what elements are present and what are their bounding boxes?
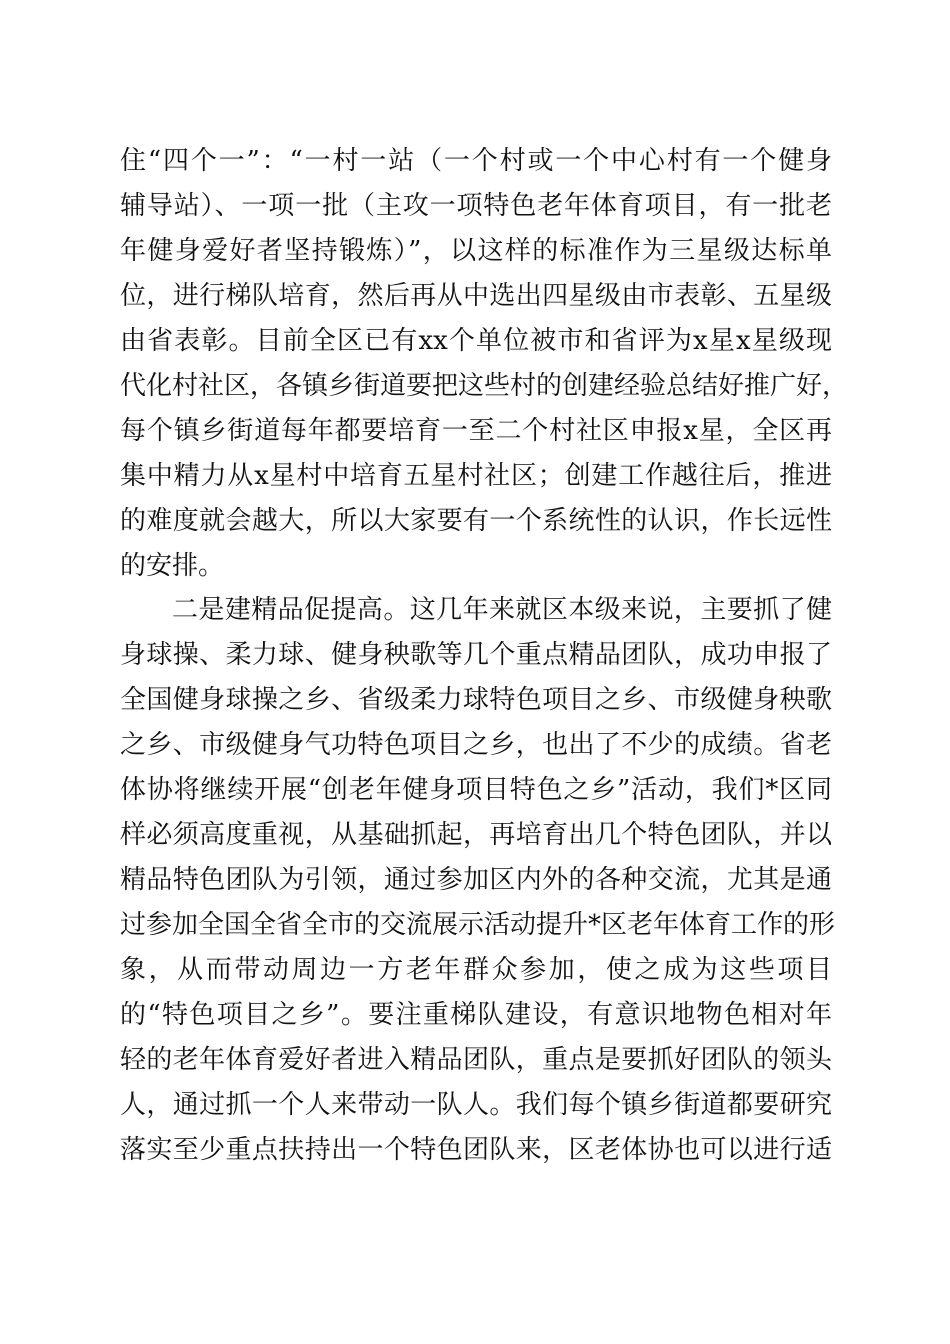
paragraph-line: 代化村社区，各镇乡街道要把这些村的创建经验总结好推广好，: [120, 371, 849, 401]
paragraph-line: 的难度就会越大，所以大家要有一个系统性的认识，作长远性: [120, 506, 832, 536]
paragraph-line: 精品特色团队为引领，通过参加区内外的各种交流，尤其是通: [120, 865, 832, 895]
paragraph-line: 辅导站）、一项一批（主攻一项特色老年体育项目，有一批老: [120, 191, 832, 221]
paragraph-line: 之乡、市级健身气功特色项目之乡，也出了不少的成绩。省老: [120, 730, 832, 760]
paragraph-line: 身球操、柔力球、健身秧歌等几个重点精品团队，成功申报了: [120, 640, 832, 670]
paragraph-line: 体协将继续开展“创老年健身项目特色之乡”活动，我们*区同: [120, 775, 832, 805]
paragraph-line: 住“四个一”：“一村一站（一个村或一个中心村有一个健身: [120, 146, 832, 176]
paragraph-line: 的安排。: [120, 551, 225, 581]
paragraph-line: 位，进行梯队培育，然后再从中选出四星级由市表彰、五星级: [120, 281, 832, 311]
paragraph-line: 轻的老年体育爱好者进入精品团队，重点是要抓好团队的领头: [120, 1045, 832, 1075]
paragraph-line: 样必须高度重视，从基础抓起，再培育出几个特色团队，并以: [120, 820, 832, 850]
paragraph-line: 由省表彰。目前全区已有xx个单位被市和省评为x星x星级现: [120, 326, 832, 356]
paragraph-line: 年健身爱好者坚持锻炼）”，以这样的标准作为三星级达标单: [120, 236, 832, 266]
paragraph-line: 过参加全国全省全市的交流展示活动提升*区老年体育工作的形: [120, 910, 836, 940]
paragraph-line: 二是建精品促提高。这几年来就区本级来说，主要抓了健: [172, 595, 832, 625]
paragraph-line: 人，通过抓一个人来带动一队人。我们每个镇乡街道都要研究: [120, 1090, 832, 1120]
paragraph-line: 的“特色项目之乡”。要注重梯队建设，有意识地物色相对年: [120, 1000, 832, 1030]
paragraph-line: 集中精力从x星村中培育五星村社区；创建工作越往后，推进: [120, 461, 832, 491]
paragraph-line: 全国健身球操之乡、省级柔力球特色项目之乡、市级健身秧歌: [120, 685, 832, 715]
paragraph-line: 每个镇乡街道每年都要培育一至二个村社区申报x星，全区再: [120, 416, 832, 446]
paragraph-line: 落实至少重点扶持出一个特色团队来，区老体协也可以进行适: [120, 1135, 832, 1165]
paragraph-line: 象，从而带动周边一方老年群众参加，使之成为这些项目: [120, 955, 832, 985]
